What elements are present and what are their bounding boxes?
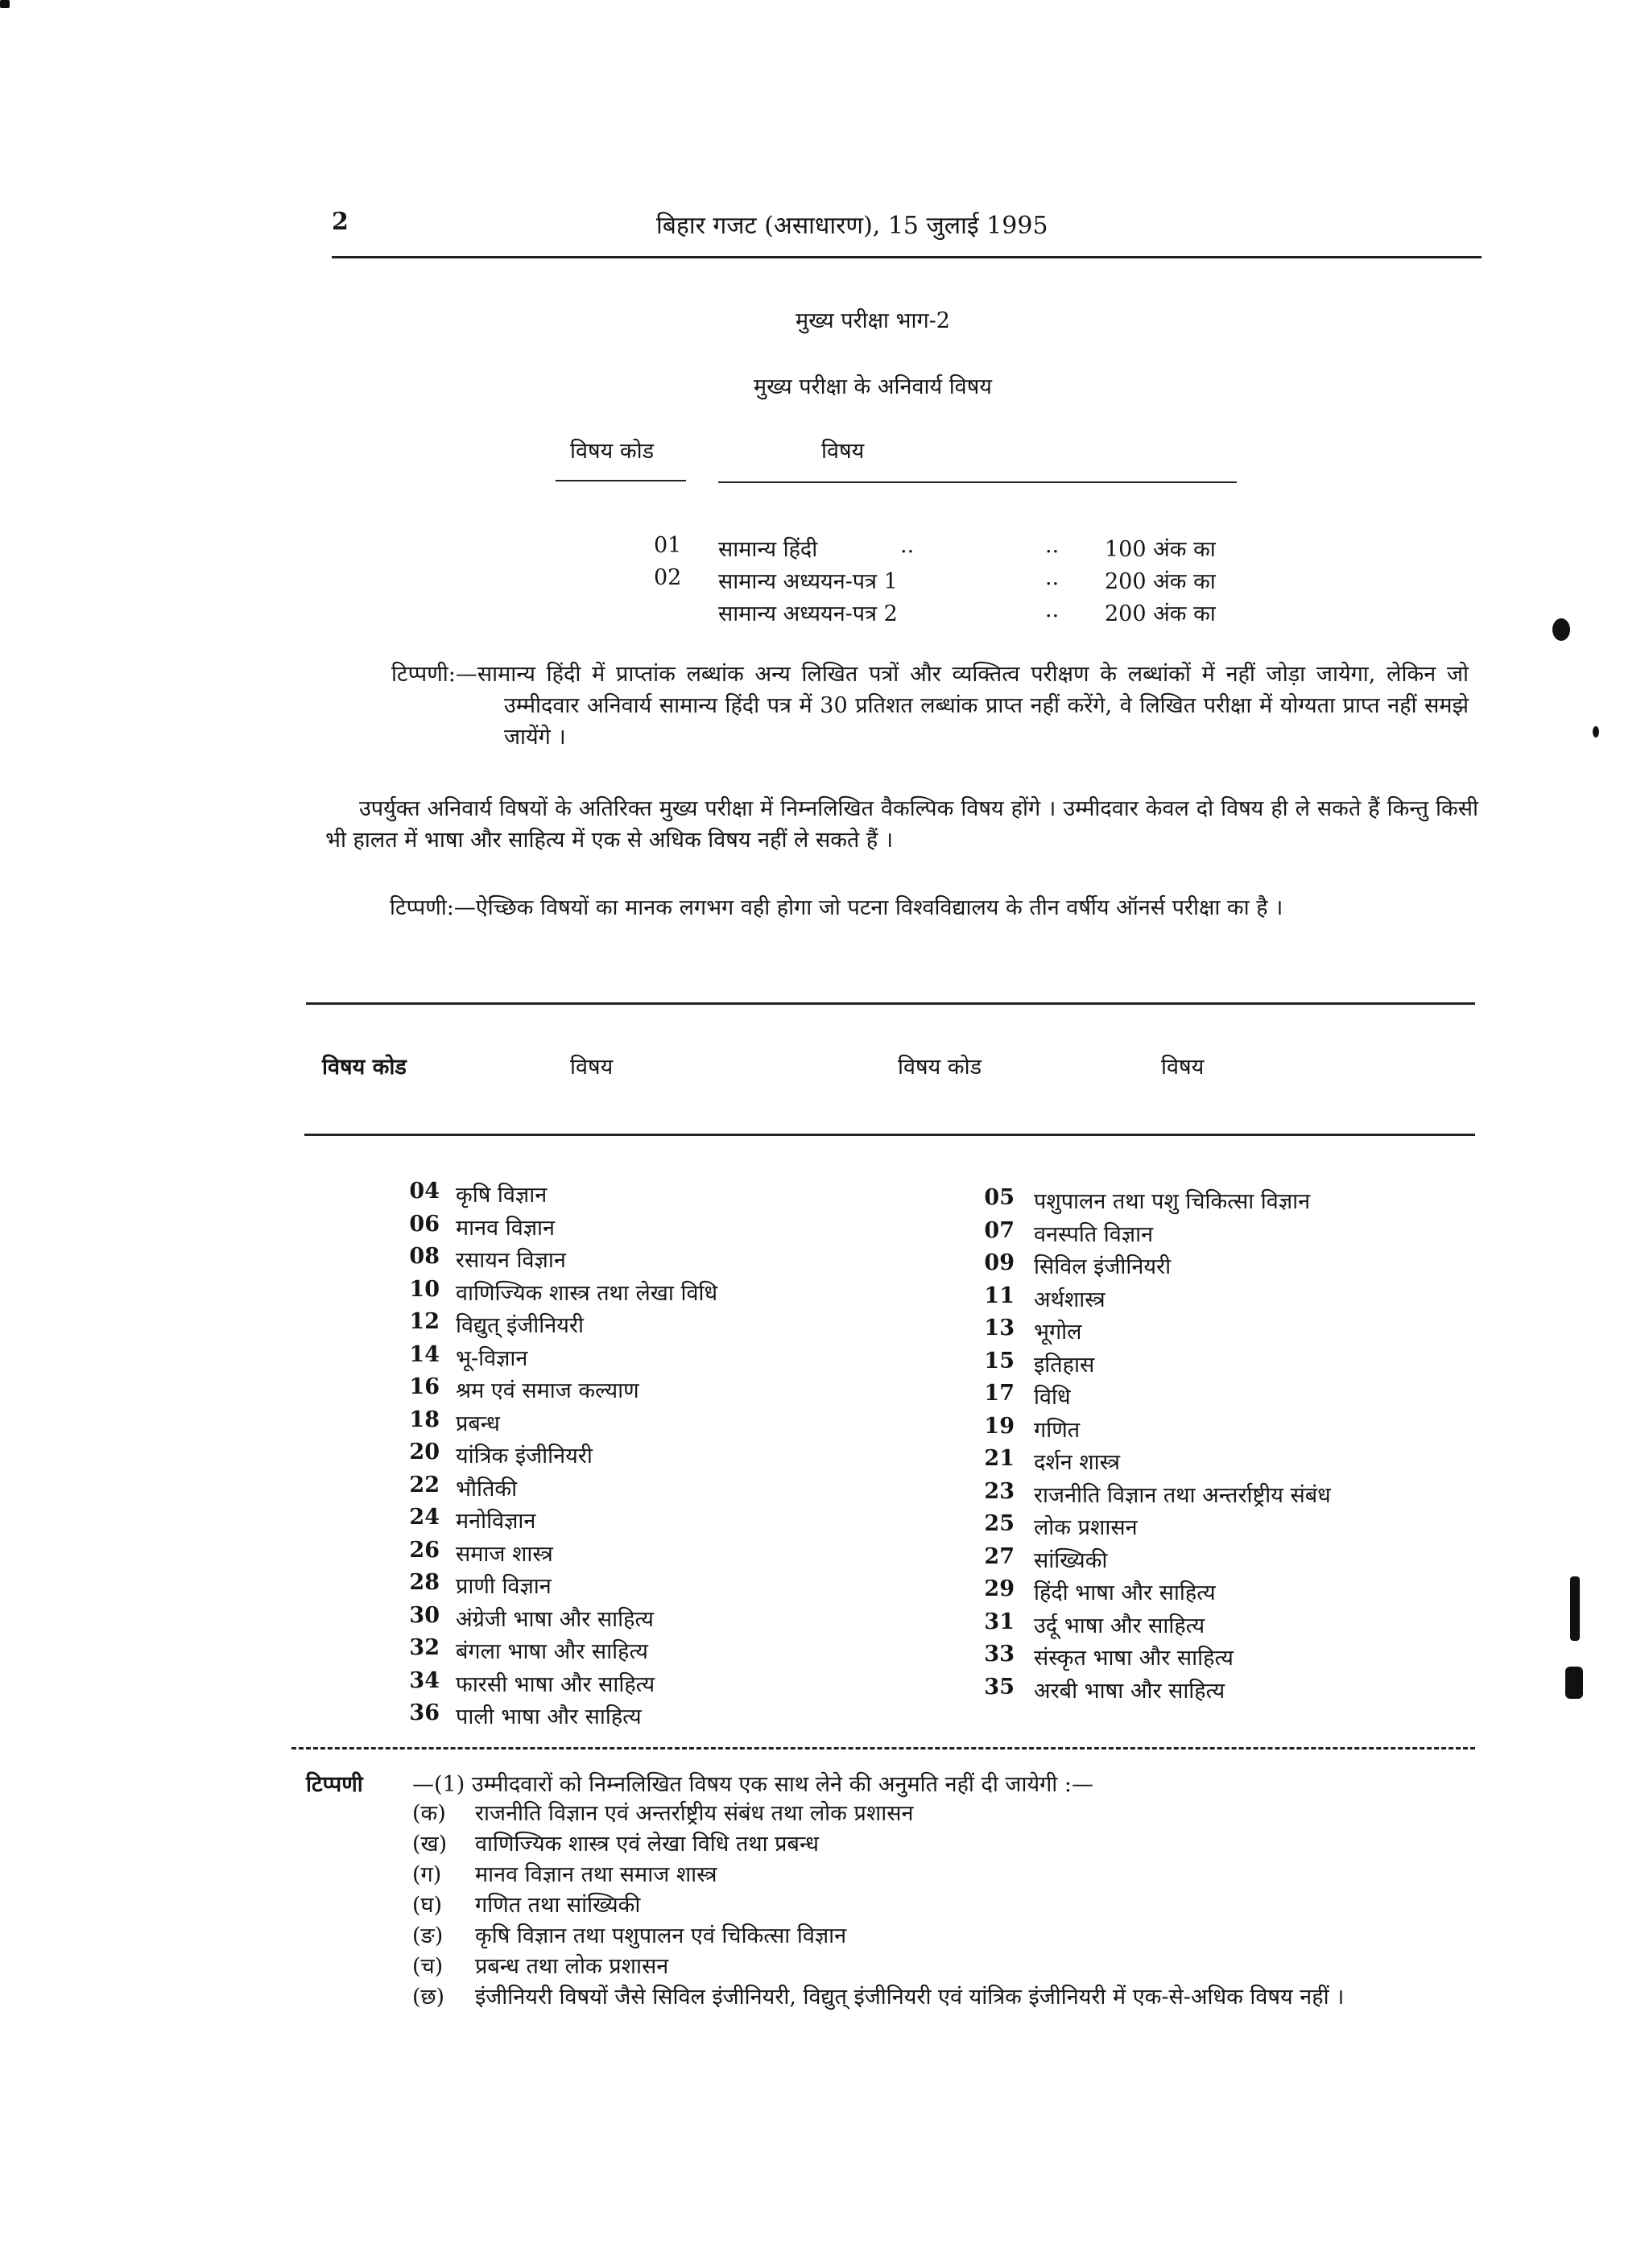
optional-subject: भू-विज्ञान — [456, 1346, 528, 1371]
gazette-header: बिहार गजट (असाधारण), 15 जुलाई 1995 — [656, 212, 1048, 240]
optional-subjects-intro: उपर्युक्त अनिवार्य विषयों के अतिरिक्त मुख्य परीक्षा में निम्नलिखित वैकल्पिक विषय होंगे । उम्मीदवार केवल दो विषय ही ले सकते हैं किन्तु किसी भी हालत में भाषा और साहित्य में एक से अधिक विषय नहीं ले सकते हैं । — [325, 796, 1478, 853]
optional-subject: कृषि विज्ञान — [456, 1183, 548, 1208]
compulsory-subject: सामान्य हिंदी — [718, 537, 818, 562]
footnote-item-text: कृषि विज्ञान तथा पशुपालन एवं चिकित्सा विज्ञान — [475, 1923, 847, 1948]
note-optional-standard — [390, 892, 1469, 923]
optional-subject: फारसी भाषा और साहित्य — [456, 1672, 655, 1697]
optional-code: 20 — [409, 1440, 440, 1464]
compulsory-subject-rule — [718, 481, 1237, 483]
optional-code: 22 — [409, 1473, 440, 1498]
optional-code: 05 — [984, 1185, 1015, 1210]
optional-code: 16 — [409, 1374, 440, 1399]
footnote-intro: —(1) उम्मीदवारों को निम्नलिखित विषय एक साथ लेने की अनुमति नहीं दी जायेगी :— — [412, 1772, 1093, 1797]
compulsory-code: 02 — [654, 565, 682, 590]
optional-code: 33 — [984, 1642, 1015, 1667]
optional-code: 04 — [409, 1179, 440, 1204]
footnote-item-marker: (ग) — [412, 1862, 442, 1887]
footnote-item-text: इंजीनियरी विषयों जैसे सिविल इंजीनियरी, विद्युत् इंजीनियरी एवं यांत्रिक इंजीनियरी में एक-से-अधिक विषय नहीं । — [475, 1985, 1345, 2010]
optional-code: 36 — [409, 1700, 440, 1725]
footnote-label: टिप्पणी — [306, 1772, 363, 1797]
optional-col-subject-right: विषय — [1161, 1055, 1205, 1080]
optional-col-code-left: विषय कोड — [322, 1055, 407, 1080]
compulsory-subject: सामान्य अध्ययन-पत्र 1 — [718, 569, 898, 594]
optional-top-rule — [306, 1002, 1475, 1005]
optional-subject: दर्शन शास्त्र — [1034, 1450, 1121, 1475]
optional-code: 12 — [409, 1309, 440, 1334]
optional-code: 34 — [409, 1668, 440, 1693]
compulsory-col-subject: विषय — [821, 439, 865, 464]
optional-code: 08 — [409, 1244, 440, 1269]
optional-subject: सांख्यिकी — [1034, 1548, 1108, 1573]
optional-subject: प्रबन्ध — [456, 1411, 500, 1436]
note-compulsory-text: टिप्पणी:—सामान्य हिंदी में प्राप्तांक लब्धांक अन्य लिखित पत्रों और व्यक्तित्व परीक्षण के लब्धांकों में नहीं जोड़ा जायेगा, लेकिन जो उम्मीदवार अनिवार्य सामान्य हिंदी पत्र में 30 प्रतिशत लब्धांक प्राप्त नहीं करेंगे, वे लिखित परीक्षा में योग्यता प्राप्त नहीं समझे जायेंगे । — [391, 662, 1469, 750]
optional-subject: मानव विज्ञान — [456, 1216, 556, 1241]
scan-speck — [1565, 1667, 1583, 1699]
optional-code: 15 — [984, 1349, 1015, 1374]
optional-subject: लोक प्रशासन — [1034, 1515, 1138, 1540]
optional-code: 13 — [984, 1316, 1015, 1341]
footnote-item-text: वाणिज्यिक शास्त्र एवं लेखा विधि तथा प्रबन्ध — [475, 1832, 820, 1857]
header-rule — [332, 256, 1482, 258]
compulsory-marks: 200 अंक का — [1105, 601, 1216, 626]
optional-subject: भौतिकी — [456, 1477, 518, 1502]
optional-code: 27 — [984, 1544, 1015, 1569]
optional-subject: अंग्रेजी भाषा और साहित्य — [456, 1607, 654, 1632]
compulsory-col-code: विषय कोड — [570, 439, 655, 464]
optional-code: 24 — [409, 1505, 440, 1530]
optional-code: 28 — [409, 1570, 440, 1595]
optional-code: 31 — [984, 1609, 1015, 1634]
scan-speck — [1570, 1576, 1580, 1641]
optional-subject: श्रम एवं समाज कल्याण — [456, 1378, 639, 1403]
leader-dots: .. — [1045, 533, 1060, 558]
optional-subject: समाज शास्त्र — [456, 1542, 553, 1567]
leader-dots: .. — [1045, 597, 1060, 622]
optional-header-rule — [304, 1134, 1475, 1136]
footnote-item-marker: (ङ) — [412, 1923, 444, 1948]
optional-code: 35 — [984, 1675, 1015, 1700]
optional-subject: पाली भाषा और साहित्य — [456, 1704, 642, 1729]
optional-code: 32 — [409, 1635, 440, 1660]
optional-code: 29 — [984, 1576, 1015, 1601]
part-subtitle: मुख्य परीक्षा के अनिवार्य विषय — [754, 374, 992, 399]
compulsory-code: 01 — [654, 533, 682, 558]
optional-subject: विद्युत् इंजीनियरी — [456, 1313, 584, 1338]
page-number: 2 — [332, 208, 349, 236]
optional-subject: उर्दू भाषा और साहित्य — [1034, 1613, 1205, 1638]
scan-speck — [1552, 618, 1570, 641]
part-title: मुख्य परीक्षा भाग-2 — [796, 308, 950, 333]
optional-col-code-right: विषय कोड — [898, 1055, 982, 1080]
optional-subject: संस्कृत भाषा और साहित्य — [1034, 1646, 1234, 1671]
note-compulsory-hindi — [391, 659, 1469, 753]
scan-speck — [1593, 726, 1599, 737]
optional-code: 14 — [409, 1342, 440, 1367]
optional-code: 30 — [409, 1603, 440, 1628]
compulsory-marks: 100 अंक का — [1105, 537, 1216, 562]
footnote-item-marker: (घ) — [412, 1893, 443, 1918]
compulsory-marks: 200 अंक का — [1105, 569, 1216, 594]
optional-code: 23 — [984, 1479, 1015, 1504]
footnote-item-marker: (च) — [412, 1954, 444, 1979]
optional-code: 18 — [409, 1407, 440, 1432]
optional-code: 26 — [409, 1538, 440, 1563]
optional-subject: बंगला भाषा और साहित्य — [456, 1639, 648, 1664]
optional-code: 25 — [984, 1511, 1015, 1536]
leader-dots: .. — [1045, 565, 1060, 590]
note-optional-text: टिप्पणी:—ऐच्छिक विषयों का मानक लगभग वही होगा जो पटना विश्वविद्यालय के तीन वर्षीय ऑनर्स परीक्षा का है । — [390, 895, 1283, 920]
optional-subject: राजनीति विज्ञान तथा अन्तर्राष्ट्रीय संबंध — [1034, 1483, 1331, 1508]
optional-subject: प्राणी विज्ञान — [456, 1574, 552, 1599]
optional-code: 10 — [409, 1277, 440, 1302]
footnote-item-text: प्रबन्ध तथा लोक प्रशासन — [475, 1954, 669, 1979]
optional-code: 19 — [984, 1414, 1015, 1439]
scan-speck — [0, 0, 10, 8]
optional-subject: अर्थशास्त्र — [1034, 1287, 1106, 1312]
footnote-item-text: राजनीति विज्ञान एवं अन्तर्राष्ट्रीय संबंध तथा लोक प्रशासन — [475, 1801, 914, 1826]
optional-code: 07 — [984, 1218, 1015, 1243]
optional-subject: हिंदी भाषा और साहित्य — [1034, 1580, 1216, 1605]
optional-subject: गणित — [1034, 1418, 1081, 1443]
optional-bottom-rule — [291, 1747, 1475, 1750]
optional-subject: भूगोल — [1034, 1320, 1082, 1345]
leader-dots: .. — [900, 533, 915, 558]
optional-subject: वाणिज्यिक शास्त्र तथा लेखा विधि — [456, 1281, 718, 1306]
optional-code: 21 — [984, 1446, 1015, 1471]
optional-subject: सिविल इंजीनियरी — [1034, 1254, 1172, 1279]
optional-code: 11 — [984, 1283, 1015, 1308]
footnote-item-marker: (क) — [412, 1801, 446, 1826]
footnote-item-marker: (ख) — [412, 1832, 448, 1857]
optional-code: 17 — [984, 1381, 1015, 1406]
optional-subject: अरबी भाषा और साहित्य — [1034, 1679, 1225, 1704]
optional-code: 06 — [409, 1212, 440, 1237]
footnote-item-marker: (छ) — [412, 1985, 444, 2010]
compulsory-subject: सामान्य अध्ययन-पत्र 2 — [718, 601, 898, 626]
optional-subject: यांत्रिक इंजीनियरी — [456, 1444, 593, 1469]
optional-col-subject-left: विषय — [570, 1055, 614, 1080]
optional-subject: रसायन विज्ञान — [456, 1248, 566, 1273]
optional-subject: वनस्पति विज्ञान — [1034, 1222, 1154, 1247]
optional-subject: विधि — [1034, 1385, 1071, 1410]
footnote-item-text: गणित तथा सांख्यिकी — [475, 1893, 641, 1918]
footnote-item-text: मानव विज्ञान तथा समाज शास्त्र — [475, 1862, 717, 1887]
optional-subject: पशुपालन तथा पशु चिकित्सा विज्ञान — [1034, 1189, 1311, 1214]
compulsory-code-rule — [556, 480, 686, 481]
optional-subject: मनोविज्ञान — [456, 1509, 536, 1534]
optional-code: 09 — [984, 1250, 1015, 1275]
optional-subject: इतिहास — [1034, 1353, 1095, 1378]
